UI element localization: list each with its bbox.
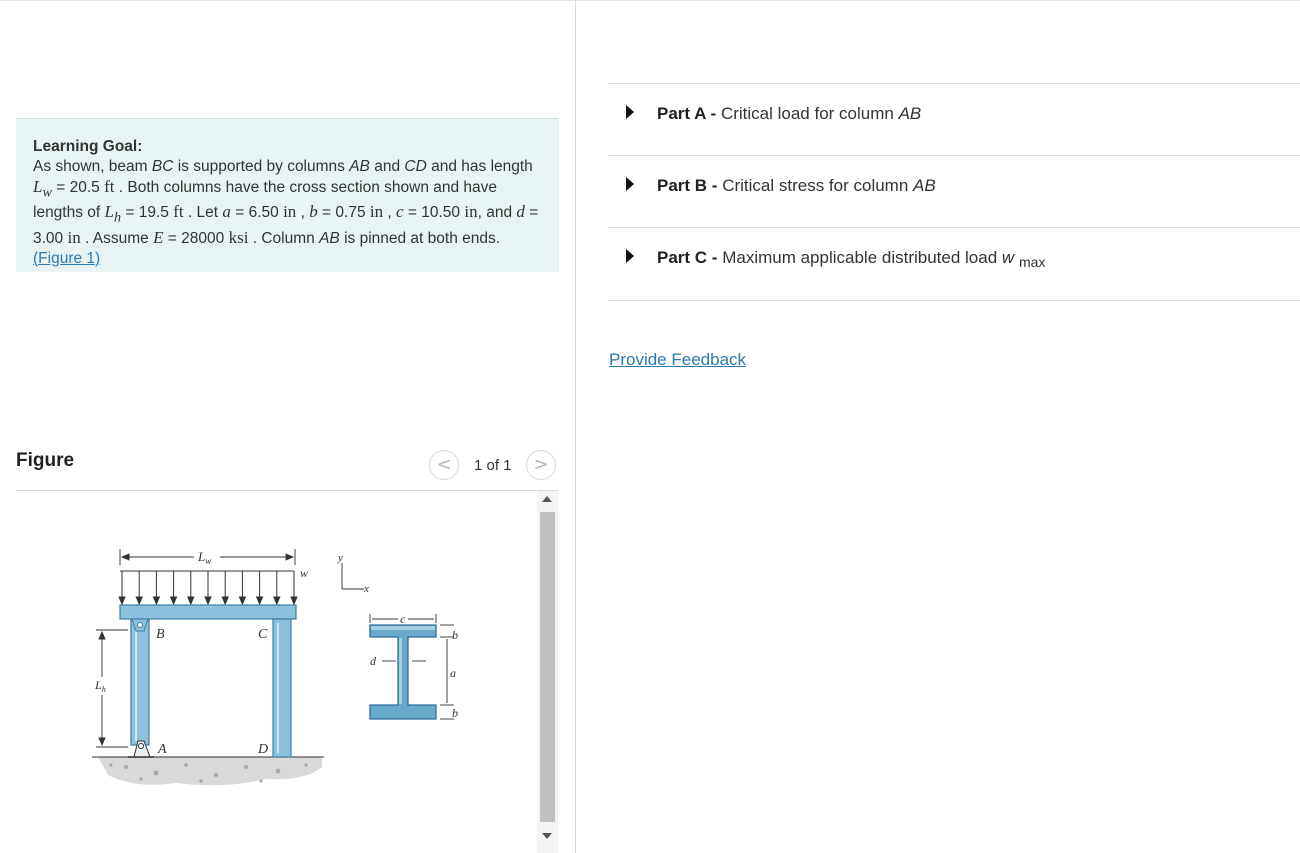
load-arrow-head — [291, 597, 297, 604]
lh-label: $L_h$ — [95, 678, 106, 694]
parts-list — [608, 83, 1300, 301]
ground — [92, 757, 324, 785]
load-arrow-head — [171, 597, 177, 604]
load-arrow-head — [274, 597, 280, 604]
column-cd — [273, 619, 291, 757]
load-arrow-head — [153, 597, 159, 604]
distributed-load — [119, 571, 297, 604]
caret-right-icon — [626, 105, 634, 119]
point-b-label: B — [156, 627, 165, 642]
load-arrow-head — [239, 597, 245, 604]
figure-next-button[interactable] — [526, 450, 556, 480]
b-dim-bottom-label: b — [452, 706, 458, 720]
learning-goal-box — [16, 118, 559, 272]
part-b-toggle[interactable] — [608, 155, 1300, 227]
goal-text: As shown, beam BC is supported by columns AB and CD and has length $L_w = 20.5$ ft . Both columns have the cross section shown and have lengths of $L_h = 19.5$ ft . Let a = 6.50 in , b = 0.75 in , c = 10.50 in, and d = 3.00 in . Assume E = 28000 ksi . Column AB is pinned at both ends.(Figure 1) — [33, 158, 539, 267]
chevron-right-icon: > — [533, 454, 549, 475]
part-b-label: Part B - Critical stress for column AB — [657, 176, 936, 195]
column-ab — [131, 619, 149, 745]
figure-1-link[interactable]: (Figure 1) — [33, 249, 101, 267]
beam-bc — [120, 605, 296, 619]
load-arrow-head — [188, 597, 194, 604]
scroll-down-arrow-icon[interactable] — [542, 833, 552, 839]
part-a-toggle[interactable] — [608, 83, 1300, 155]
scroll-thumb[interactable] — [540, 512, 555, 822]
part-a-label: Part A - Critical load for column AB — [657, 104, 922, 123]
provide-feedback-link[interactable]: Provide Feedback — [609, 350, 747, 369]
a-dim-label: a — [450, 666, 456, 680]
figure-counter: 1 of 1 — [474, 457, 512, 474]
x-axis-label: x — [364, 583, 369, 595]
chevron-left-icon: < — [436, 454, 452, 475]
figure-scrollbar[interactable] — [537, 491, 558, 853]
load-arrow-head — [136, 597, 142, 604]
w-label: w — [300, 566, 309, 580]
part-c-label: Part C - Maximum applicable distributed load w $_{max}$ — [657, 248, 1046, 270]
load-arrow-head — [205, 597, 211, 604]
cross-section — [370, 625, 436, 719]
figure-prev-button[interactable] — [429, 450, 459, 480]
y-axis-label: y — [338, 552, 343, 564]
frame-diagram — [16, 491, 536, 853]
c-dim-label: c — [400, 612, 406, 626]
load-arrow-head — [119, 597, 125, 604]
d-dim-label: d — [370, 654, 376, 668]
figure-title: Figure — [16, 450, 75, 471]
learning-goal-title: Learning Goal: — [33, 138, 143, 155]
figure-image — [16, 491, 536, 853]
caret-right-icon — [626, 177, 634, 191]
b-dim-top-label: b — [452, 628, 458, 642]
point-c-label: C — [258, 627, 268, 642]
axes-icon — [342, 563, 364, 589]
lw-label: $L_w$ — [198, 549, 212, 566]
panel-divider — [575, 0, 576, 853]
top-rule — [0, 0, 1300, 1]
point-d-label: D — [258, 742, 269, 757]
scroll-up-arrow-icon[interactable] — [542, 496, 552, 502]
part-c-toggle[interactable] — [608, 227, 1300, 301]
load-arrow-head — [257, 597, 263, 604]
caret-right-icon — [626, 249, 634, 263]
load-arrow-head — [222, 597, 228, 604]
point-a-label: A — [158, 742, 167, 757]
